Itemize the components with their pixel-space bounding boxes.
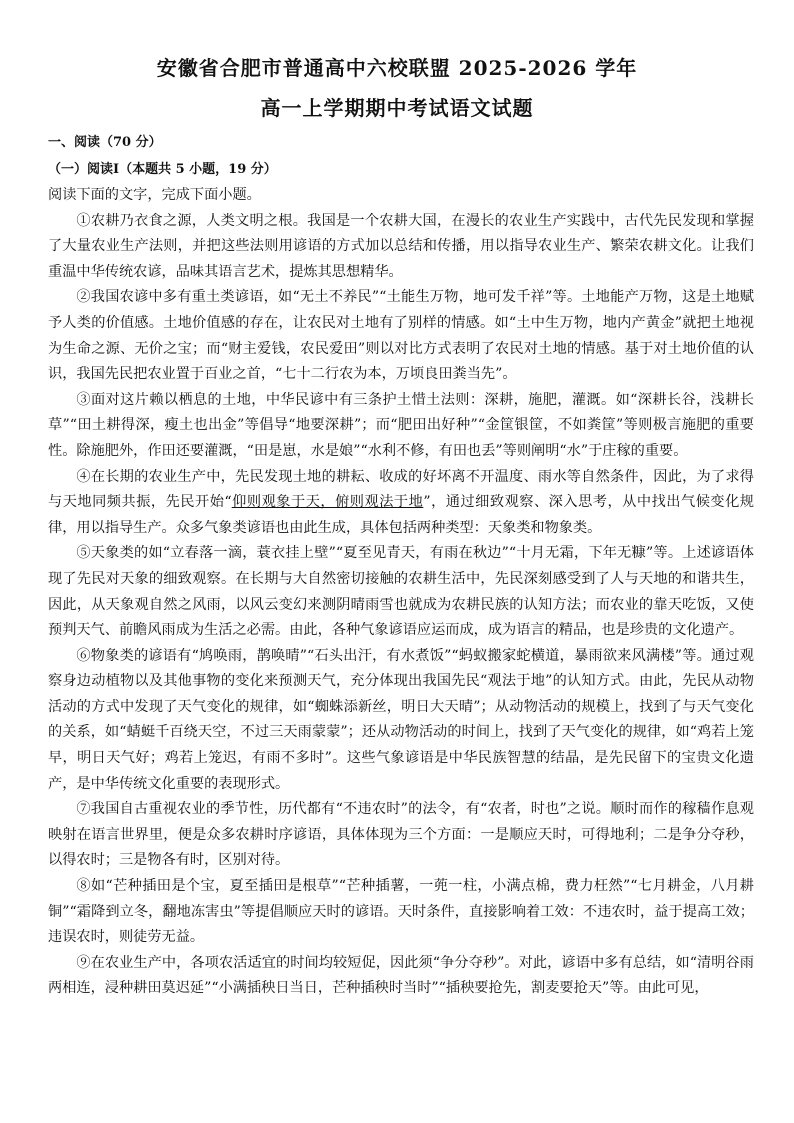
passage-instruction: 阅读下面的文字，完成下面小题。 <box>48 187 261 203</box>
passage-paragraph-3: ③面对这片赖以栖息的土地，中华民谚中有三条护土惜土法则：深耕，施肥，灌溉。如“深耕长谷，浅耕长草”“田土耕得深，瘦土也出金”等倡导“地要深耕”；而“肥田出好种”“金筐银筐，不如粪筐”等则极言施肥的重要性。除施肥外，作田还要灌溉，“田是崽，水是娘”“水利不修，有田也丢”等则阐明“水”于庄稼的重要。 <box>48 391 754 459</box>
passage-paragraph-7: ⑦我国自古重视农业的季节性，历代都有“不违农时”的法令，有“农者，时也”之说。顺时而作的稼穑作息观映射在语言世界里，便是众多农耕时序谚语，具体体现为三个方面：一是顺应天时，可得地利；二是争分夺秒，以得农时；三是物各有时，区别对待。 <box>48 801 754 869</box>
reading-passage <box>48 183 754 1002</box>
paragraph-4-text-before: ④在长期的农业生产中，先民发现土地的耕耘、收成的好坏离不开温度、雨水等自然条件，因此，为了求得与天地同频共振，先民开始“ <box>48 468 754 511</box>
passage-paragraph-9: ⑨在农业生产中，各项农活适宜的时间均较短促，因此须“争分夺秒”。对此，谚语中多有总结，如“清明谷雨两相连，浸种耕田莫迟延”“小满插秧日当日，芒种插秧时当时”“插秧要抢先，割麦要抢天”等。由此可见， <box>48 954 754 997</box>
document-subtitle: 高一上学期期中考试语文试题 <box>260 96 534 120</box>
passage-paragraph-4 <box>48 465 754 542</box>
underlined-quote: 仰则观象于天，俯则观法于地 <box>231 494 424 511</box>
subsection-heading-reading-1: （一）阅读Ⅰ（本题共 5 小题，19 分） <box>48 162 277 177</box>
passage-paragraph-1: ①农耕乃衣食之源，人类文明之根。我国是一个农耕大国，在漫长的农业生产实践中，古代先民发现和掌握了大量农业生产法则，并把这些法则用谚语的方式加以总结和传播，用以指导农业生产、繁荣农耕文化。让我们重温中华传统农谚，品味其语言艺术，提炼其思想精华。 <box>48 212 754 280</box>
passage-paragraph-6: ⑥物象类的谚语有“鸠唤雨，鹊唤晴”“石头出汗，有水煮饭”“蚂蚁搬家蛇横道，暴雨欲来风满楼”等。通过观察身边动植物以及其他事物的变化来预测天气，充分体现出我国先民“观法于地”的认知方式。由此，先民从动物活动的方式中发现了天气变化的规律，如“蜘蛛添新丝，明日大天晴”；从动物活动的规模上，找到了与天气变化的关系，如“蜻蜓千百绕天空，不过三天雨蒙蒙”；还从动物活动的时间上，找到了天气变化的规律，如“鸡若上笼早，明日天气好；鸡若上笼迟，有雨不多时”。这些气象谚语是中华民族智慧的结晶，是先民留下的宝贵文化遗产，是中华传统文化重要的表现形式。 <box>48 647 754 792</box>
passage-paragraph-2: ②我国农谚中多有重土类谚语，如“无土不养民”“土能生万物，地可发千祥”等。土地能产万物，这是土地赋予人类的价值感。土地价值感的存在，让农民对土地有了别样的情感。如“土中生万物，地内产黄金”就把土地视为生命之源、无价之宝；而“财主爱钱，农民爱田”则以对比方式表明了农民对土地的情感。基于对土地价值的认识，我国先民把农业置于百业之首，“七十二行农为本，万顷良田粪当先”。 <box>48 289 754 383</box>
passage-paragraph-8: ⑧如“芒种插田是个宝，夏至插田是根草”“芒种插薯，一蔸一柱，小满点棉，费力枉然”“七月耕金，八月耕铜”“霜降到立冬，翻地冻害虫”等提倡顺应天时的谚语。天时条件，直接影响着工效：不违农时，益于提高工效；违误农时，则徒劳无益。 <box>48 878 754 946</box>
document-title: 安徽省合肥市普通高中六校联盟 2025-2026 学年 <box>156 56 638 80</box>
paragraph-4-text-after: ”，通过细致观察、深入思考，从中找出气候变化规律，用以指导生产。众多气象类谚语也由此生成，具体包括两种类型：天象类和物象类。 <box>48 494 754 536</box>
section-heading-reading: 一、阅读（70 分） <box>48 135 162 150</box>
passage-paragraph-5: ⑤天象类的如“立春落一滴，蓑衣挂上壁”“夏至见青天，有雨在秋边”“十月无霜，下年无糠”等。上述谚语体现了先民对天象的细致观察。在长期与大自然密切接触的农耕生活中，先民深刻感受到了人与天地的和谐共生，因此，从天象观自然之风雨，以风云变幻来测阴晴雨雪也就成为农耕民族的认知方法；而农业的靠天吃饭，又使预判天气、前瞻风雨成为生活之必需。由此，各种气象谚语应运而成，成为语言的精品，也是珍贵的文化遗产。 <box>48 545 754 639</box>
